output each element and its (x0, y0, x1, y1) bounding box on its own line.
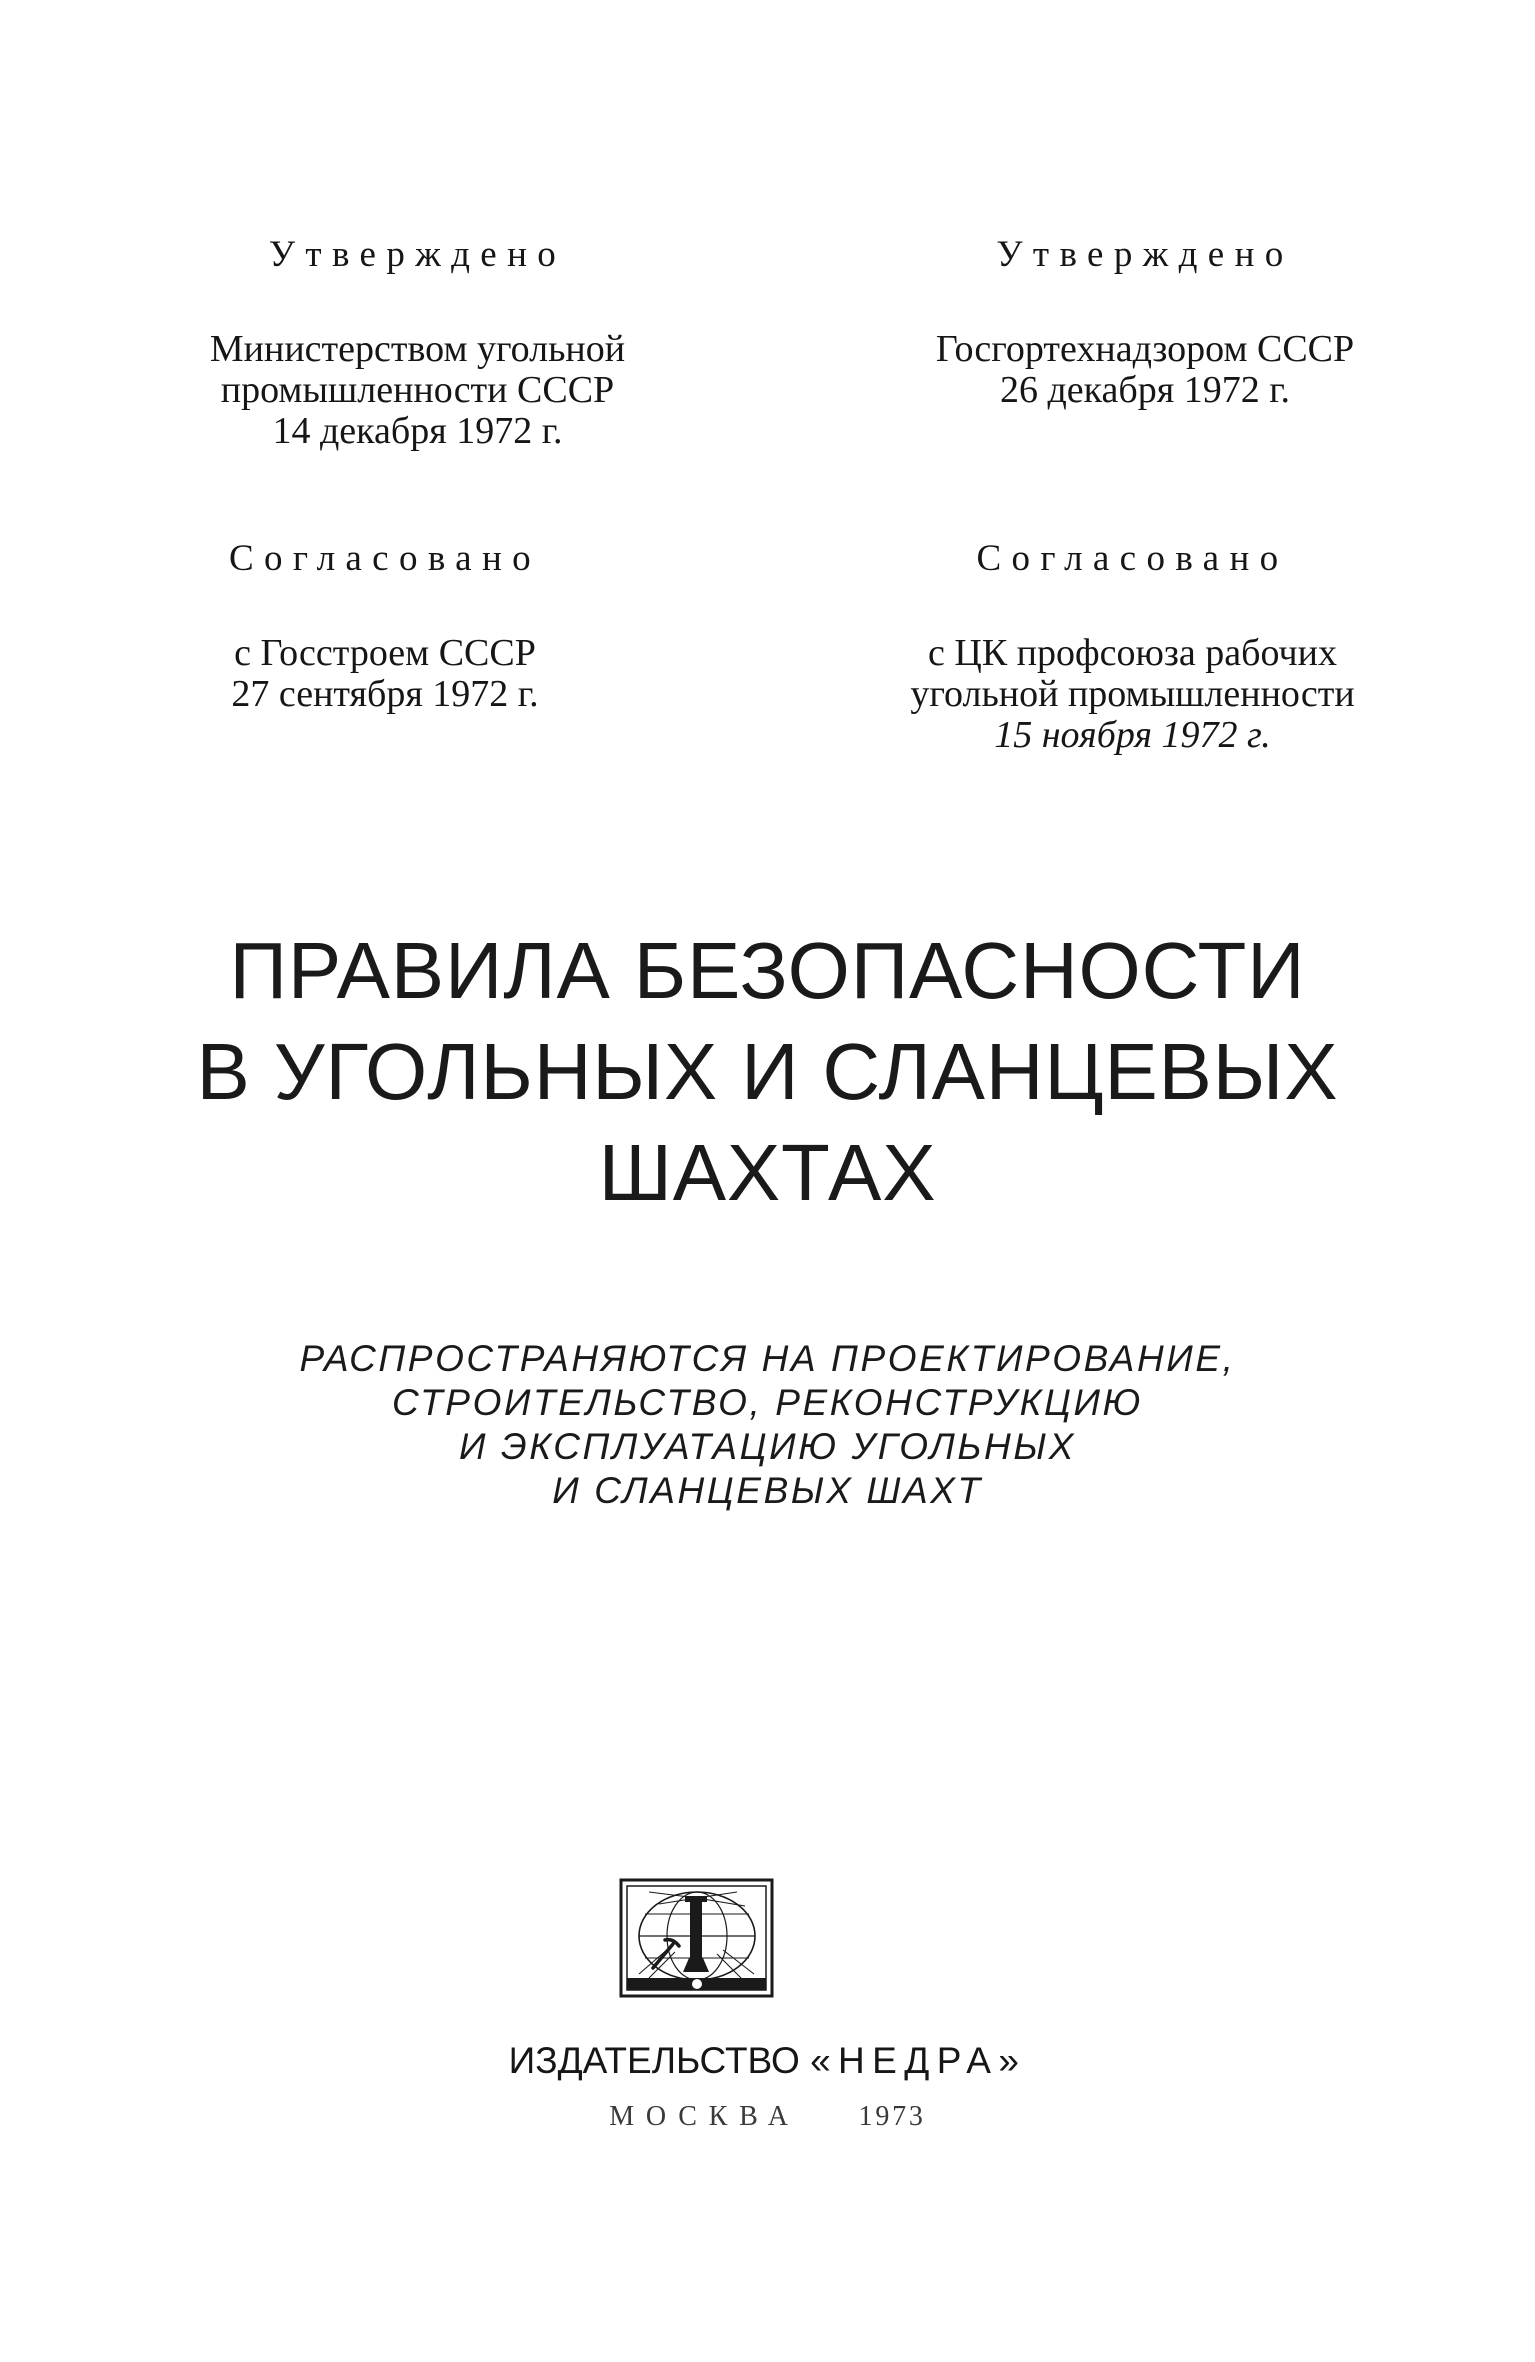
approval-left-bottom (195, 540, 575, 715)
approval-heading: Согласовано (976, 538, 1289, 579)
scope-subtitle: РАСПРОСТРАНЯЮТСЯ НА ПРОЕКТИРОВАНИЕ, СТРОИТЕЛЬСТВО, РЕКОНСТРУКЦИЮ И ЭКСПЛУАТАЦИЮ УГОЛЬНЫХ И СЛАНЦЕВЫХ ШАХТ (299, 1338, 1236, 1511)
publisher-name (0, 2042, 1535, 2079)
approval-text: Министерством угольной промышленности СССР 14 декабря 1972 г. (209, 328, 626, 453)
approval-right-bottom (905, 540, 1360, 756)
publisher-prefix: ИЗДАТЕЛЬСТВО (508, 2040, 800, 2081)
approval-left-top (195, 236, 640, 452)
approval-heading: Утверждено (268, 234, 567, 275)
approval-right-top (920, 236, 1370, 411)
approval-text: с Госстроем СССР 27 сентября 1972 г. (231, 632, 539, 716)
imprint-city: МОСКВА (609, 2101, 800, 2132)
imprint-city-year (0, 2103, 1535, 2131)
imprint-year: 1973 (858, 2101, 926, 2132)
approval-text: Госгортехнадзором СССР 26 декабря 1972 г. (935, 328, 1355, 412)
approval-heading: Утверждено (996, 234, 1294, 275)
document-title: ПРАВИЛА БЕЗОПАСНОСТИ В УГОЛЬНЫХ И СЛАНЦЕВЫХ ШАХТАХ (196, 926, 1339, 1217)
approval-text: с ЦК профсоюза рабочих угольной промышленности 15 ноября 1972 г. (910, 632, 1355, 757)
approval-heading: Согласовано (229, 538, 541, 579)
publisher-emblem-icon (619, 1878, 774, 1998)
publisher-brand: «НЕДРА» (810, 2040, 1027, 2081)
